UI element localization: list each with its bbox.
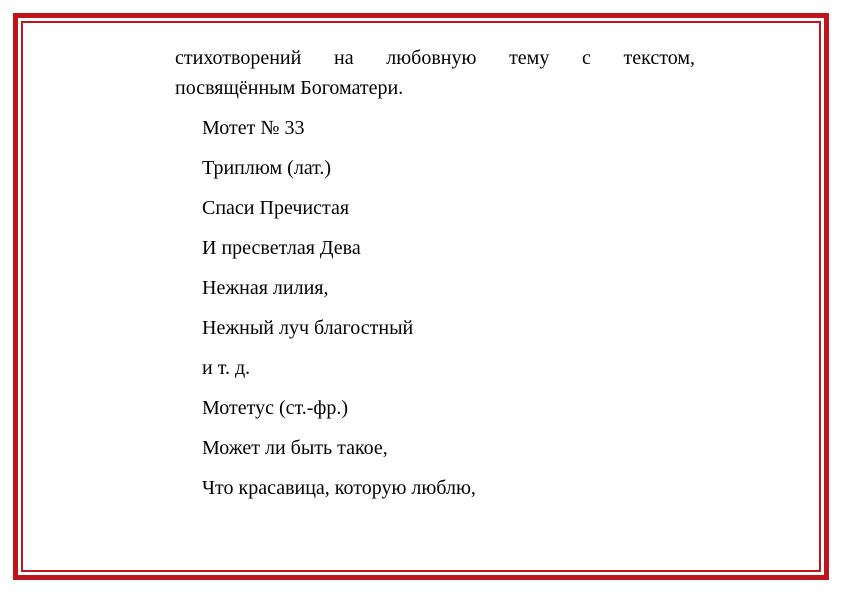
intro-line-2: посвящённым Богоматери. <box>175 77 404 99</box>
document-content <box>175 43 695 508</box>
intro-paragraph <box>175 43 695 103</box>
verse-block <box>175 108 695 508</box>
verse-line: и т. д. <box>202 357 251 379</box>
verse-line: Что красавица, которую люблю, <box>202 477 476 499</box>
verse-line: Нежный луч благостный <box>202 317 414 339</box>
verse-line: И пресветлая Дева <box>202 237 361 259</box>
verse-line: Мотетус (ст.-фр.) <box>202 397 349 419</box>
verse-line: Спаси Пречистая <box>202 197 350 219</box>
verse-line: Нежная лилия, <box>202 277 329 299</box>
intro-line-1: стихотворений на любовную тему с текстом, <box>175 47 695 69</box>
verse-line: Триплюм (лат.) <box>202 157 332 179</box>
verse-line: Может ли быть такое, <box>202 437 388 459</box>
verse-line: Мотет № 33 <box>202 117 305 139</box>
